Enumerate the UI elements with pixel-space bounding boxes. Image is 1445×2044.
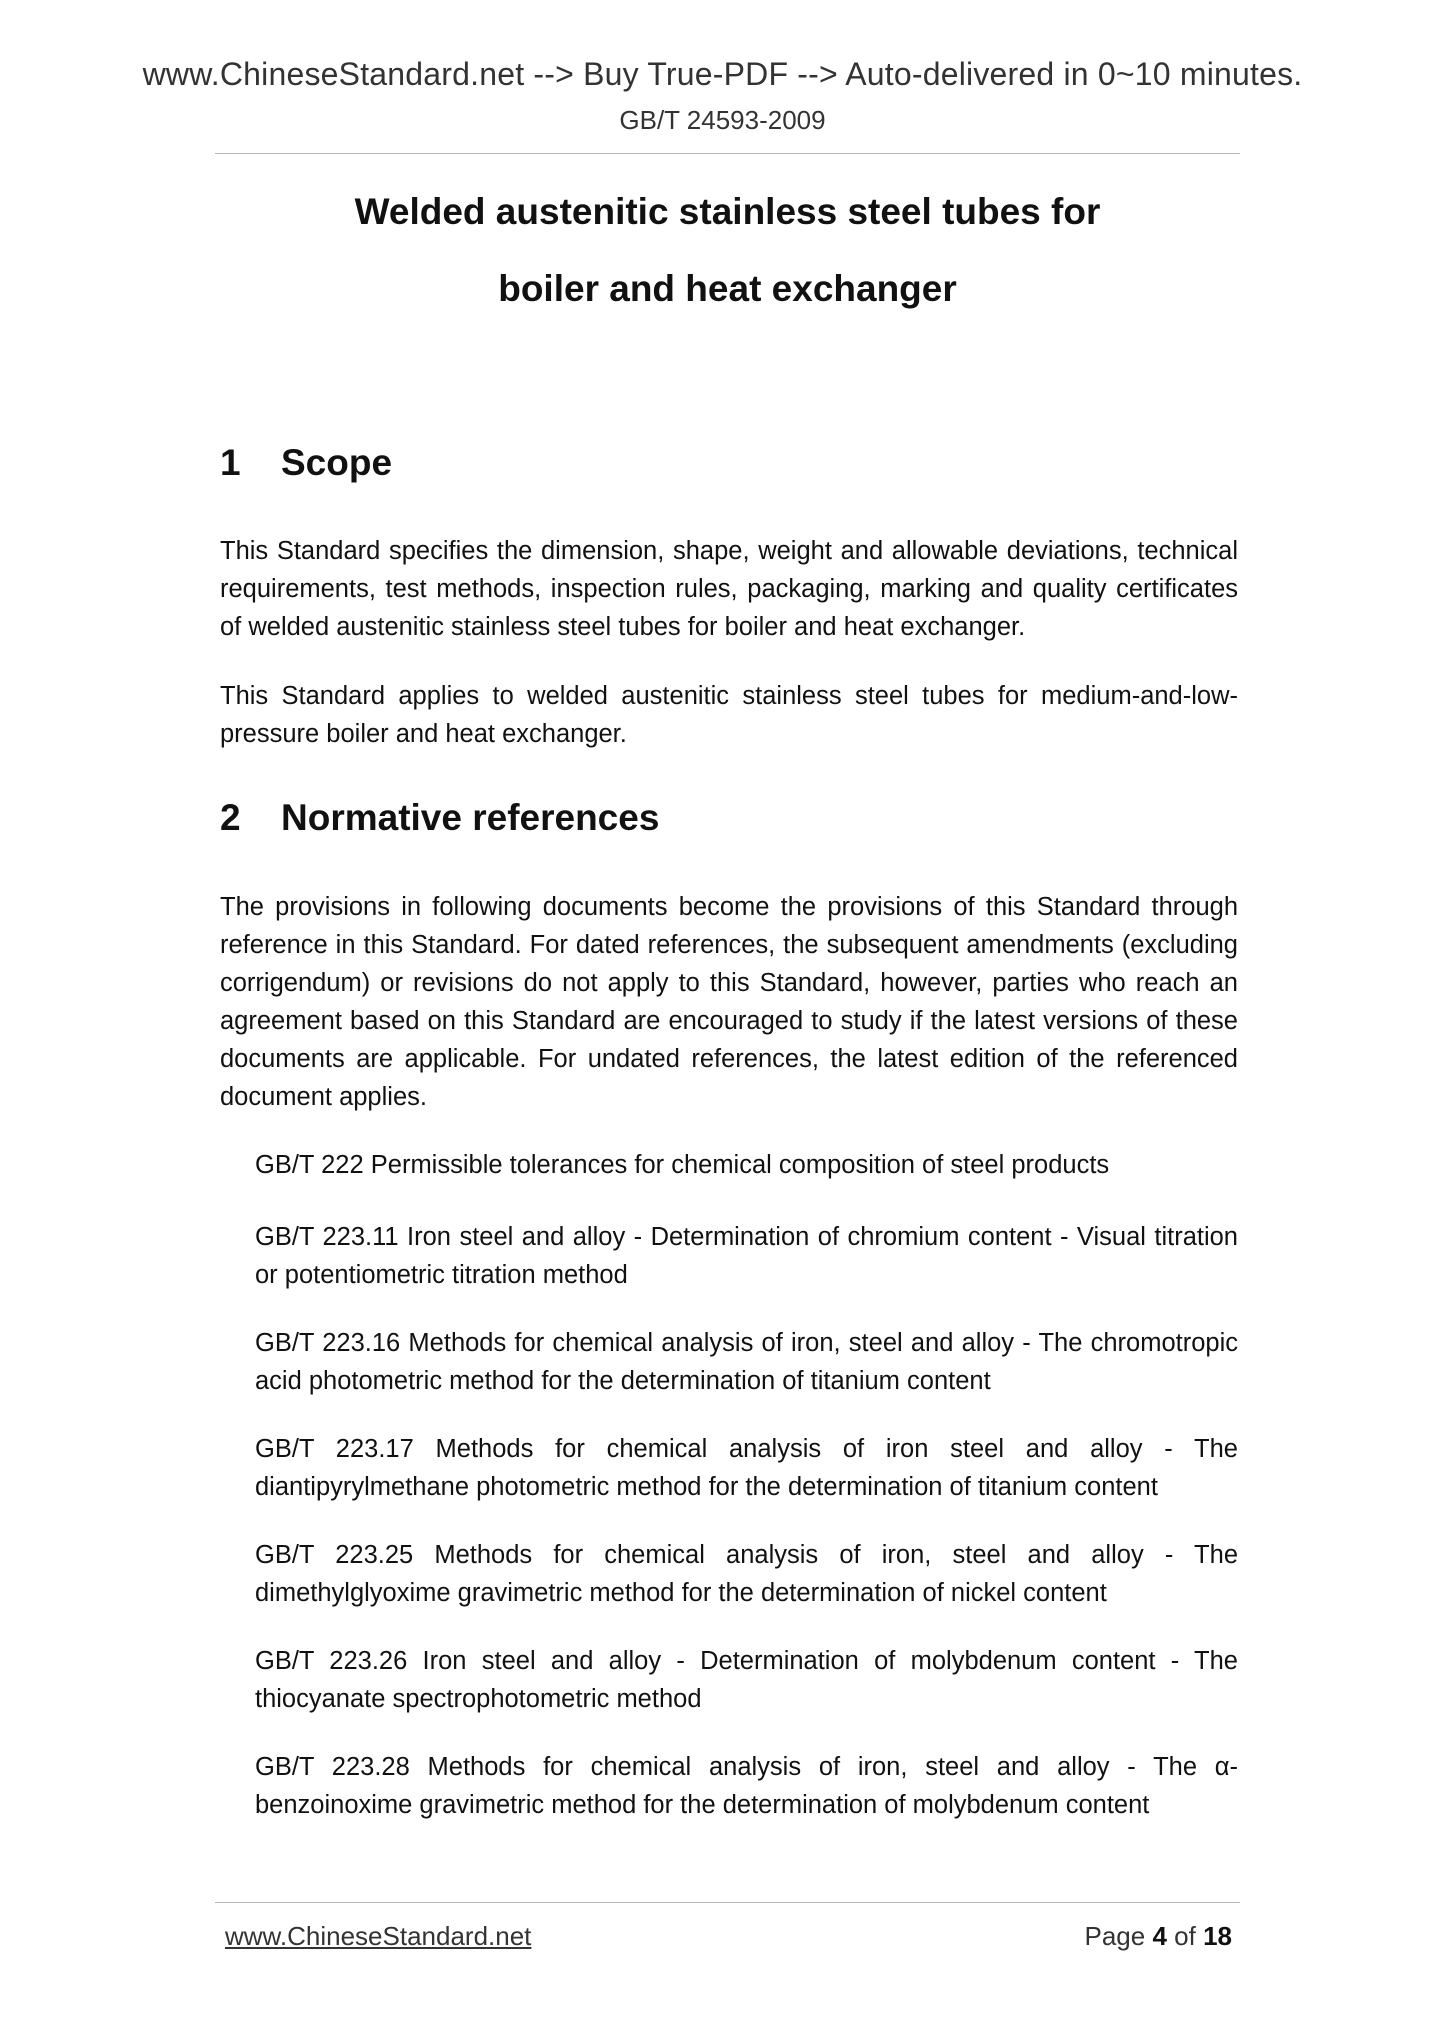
page-label: Page xyxy=(1084,1921,1146,1951)
reference-item: GB/T 223.25 Methods for chemical analysis of iron, steel and alloy - The dimethylglyoxime gravimetric method for the determination of nickel content xyxy=(255,1541,1238,1607)
reference-item: GB/T 223.26 Iron steel and alloy - Determination of molybdenum content - The thiocyanate spectrophotometric method xyxy=(255,1647,1238,1713)
section-heading-scope xyxy=(220,442,392,484)
section-title: Scope xyxy=(281,442,393,483)
reference-item: GB/T 222 Permissible tolerances for chemical composition of steel products xyxy=(255,1151,1110,1179)
standard-code: GB/T 24593-2009 xyxy=(619,105,826,135)
reference-item: GB/T 223.28 Methods for chemical analysis of iron, steel and alloy - The α-benzoinoxime gravimetric method for the determination of molybdenum content xyxy=(255,1753,1238,1819)
page-total: 18 xyxy=(1203,1921,1232,1951)
page-number xyxy=(1084,1921,1232,1952)
reference-item: GB/T 223.17 Methods for chemical analysis of iron steel and alloy - The diantipyrylmethane photometric method for the determination of titanium content xyxy=(255,1435,1238,1501)
document-title-line-1: Welded austenitic stainless steel tubes for xyxy=(354,191,1101,232)
scope-paragraph: This Standard applies to welded austenitic stainless steel tubes for medium-and-low-pressure boiler and heat exchanger. xyxy=(220,682,1238,748)
section-heading-normative-references xyxy=(220,797,659,839)
header-divider xyxy=(215,153,1240,154)
footer-divider xyxy=(215,1902,1240,1903)
scope-paragraph: This Standard specifies the dimension, shape, weight and allowable deviations, technical requirements, test methods, inspection rules, packaging, marking and quality certificates of welded austenitic stainless steel tubes for boiler and heat exchanger. xyxy=(220,537,1238,641)
section-title: Normative references xyxy=(281,797,660,838)
header-banner: www.ChineseStandard.net --> Buy True-PDF --> Auto-delivered in 0~10 minutes. xyxy=(142,56,1303,92)
reference-item: GB/T 223.11 Iron steel and alloy - Determination of chromium content - Visual titration or potentiometric titration method xyxy=(255,1223,1238,1289)
reference-item: GB/T 223.16 Methods for chemical analysis of iron, steel and alloy - The chromotropic acid photometric method for the determination of titanium content xyxy=(255,1329,1238,1395)
document-title-line-2: boiler and heat exchanger xyxy=(498,268,957,309)
section-number: 1 xyxy=(220,442,241,483)
section-number: 2 xyxy=(220,797,241,838)
references-intro-paragraph: The provisions in following documents become the provisions of this Standard through reference in this Standard. For dated references, the subsequent amendments (excluding corrigendum) or revisions do not apply to this Standard, however, parties who reach an agreement based on this Standard are encouraged to study if the latest versions of these documents are applicable. For undated references, the latest edition of the referenced document applies. xyxy=(220,893,1238,1111)
page-current: 4 xyxy=(1152,1921,1167,1951)
footer-website-link[interactable]: www.ChineseStandard.net xyxy=(225,1921,532,1951)
page-of: of xyxy=(1174,1921,1196,1951)
